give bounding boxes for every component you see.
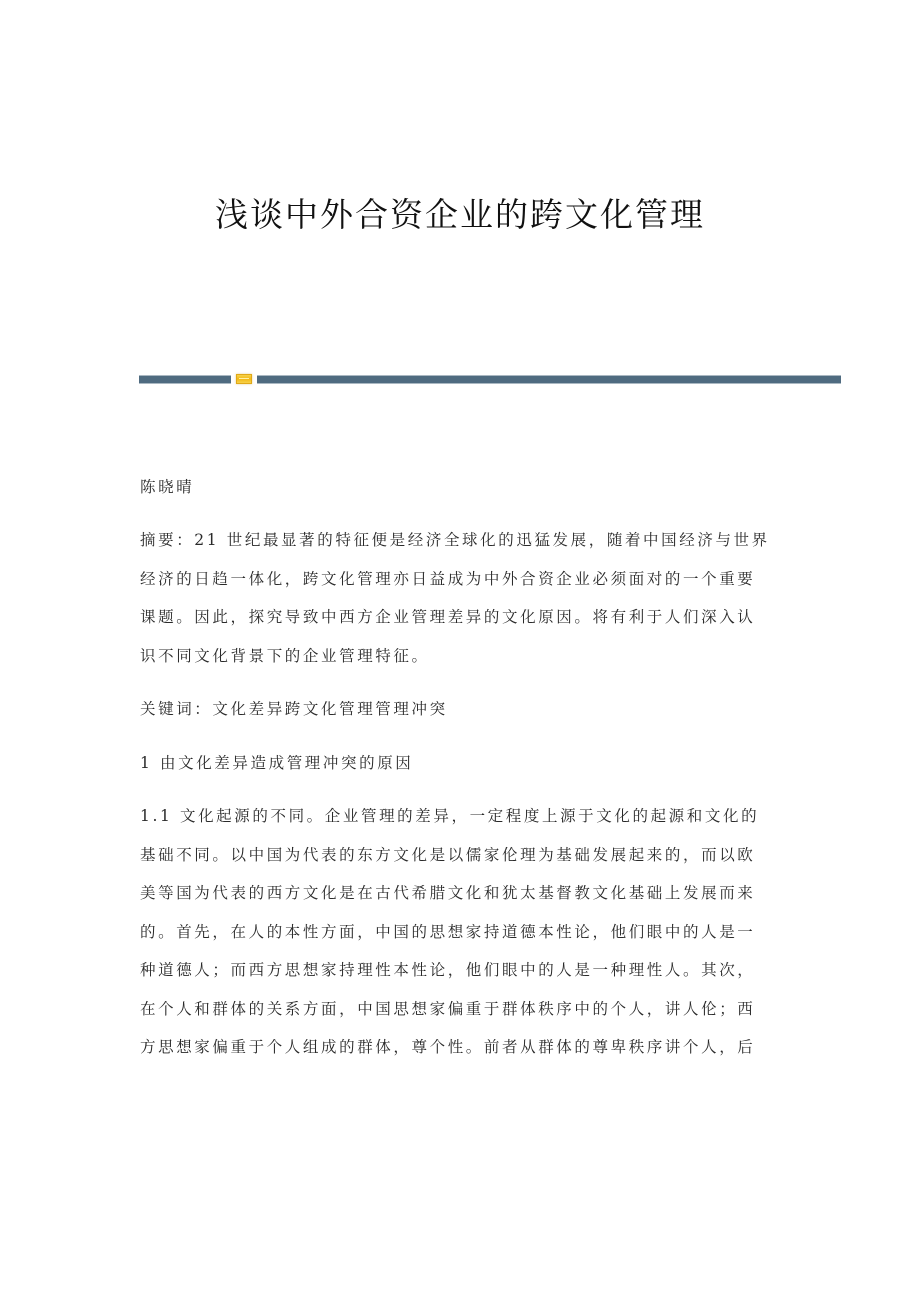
paragraph-line: 美等国为代表的西方文化是在古代希腊文化和犹太基督教文化基础上发展而来 — [140, 884, 756, 902]
abstract-line: 课题。因此，探究导致中西方企业管理差异的文化原因。将有利于人们深入认 — [140, 608, 756, 626]
section-1-1-paragraph — [140, 797, 780, 1067]
paragraph-line: 方思想家偏重于个人组成的群体，尊个性。前者从群体的尊卑秩序讲个人，后 — [140, 1038, 756, 1056]
divider-accent-icon — [236, 374, 252, 384]
section-heading: 1 由文化差异造成管理冲突的原因 — [140, 753, 414, 772]
paragraph-line: 的。首先，在人的本性方面，中国的思想家持道德本性论，他们眼中的人是一 — [140, 922, 756, 941]
abstract-line: 摘要：21 世纪最显著的特征便是经济全球化的迅猛发展，随着中国经济与世界 — [140, 531, 770, 549]
divider-bar-left — [139, 375, 231, 384]
paragraph-line: 1.1 文化起源的不同。企业管理的差异，一定程度上源于文化的起源和文化的 — [140, 807, 760, 825]
keywords: 关键词：文化差异跨文化管理管理冲突 — [140, 700, 448, 718]
decorative-divider — [139, 375, 841, 384]
paragraph-line: 种道德人；而西方思想家持理性本性论，他们眼中的人是一种理性人。其次， — [140, 961, 756, 979]
paragraph-line: 基础不同。以中国为代表的东方文化是以儒家伦理为基础发展起来的，而以欧 — [140, 845, 756, 864]
document-body — [140, 468, 780, 1067]
author-name: 陈晓晴 — [140, 478, 195, 496]
abstract-paragraph — [140, 521, 780, 675]
abstract-line: 识不同文化背景下的企业管理特征。 — [140, 646, 430, 665]
document-title: 浅谈中外合资企业的跨文化管理 — [215, 195, 705, 234]
paragraph-line: 在个人和群体的关系方面，中国思想家偏重于群体秩序中的个人，讲人伦；西 — [140, 999, 756, 1018]
abstract-line: 经济的日趋一体化，跨文化管理亦日益成为中外合资企业必须面对的一个重要 — [140, 569, 756, 588]
divider-bar-right — [257, 375, 841, 384]
